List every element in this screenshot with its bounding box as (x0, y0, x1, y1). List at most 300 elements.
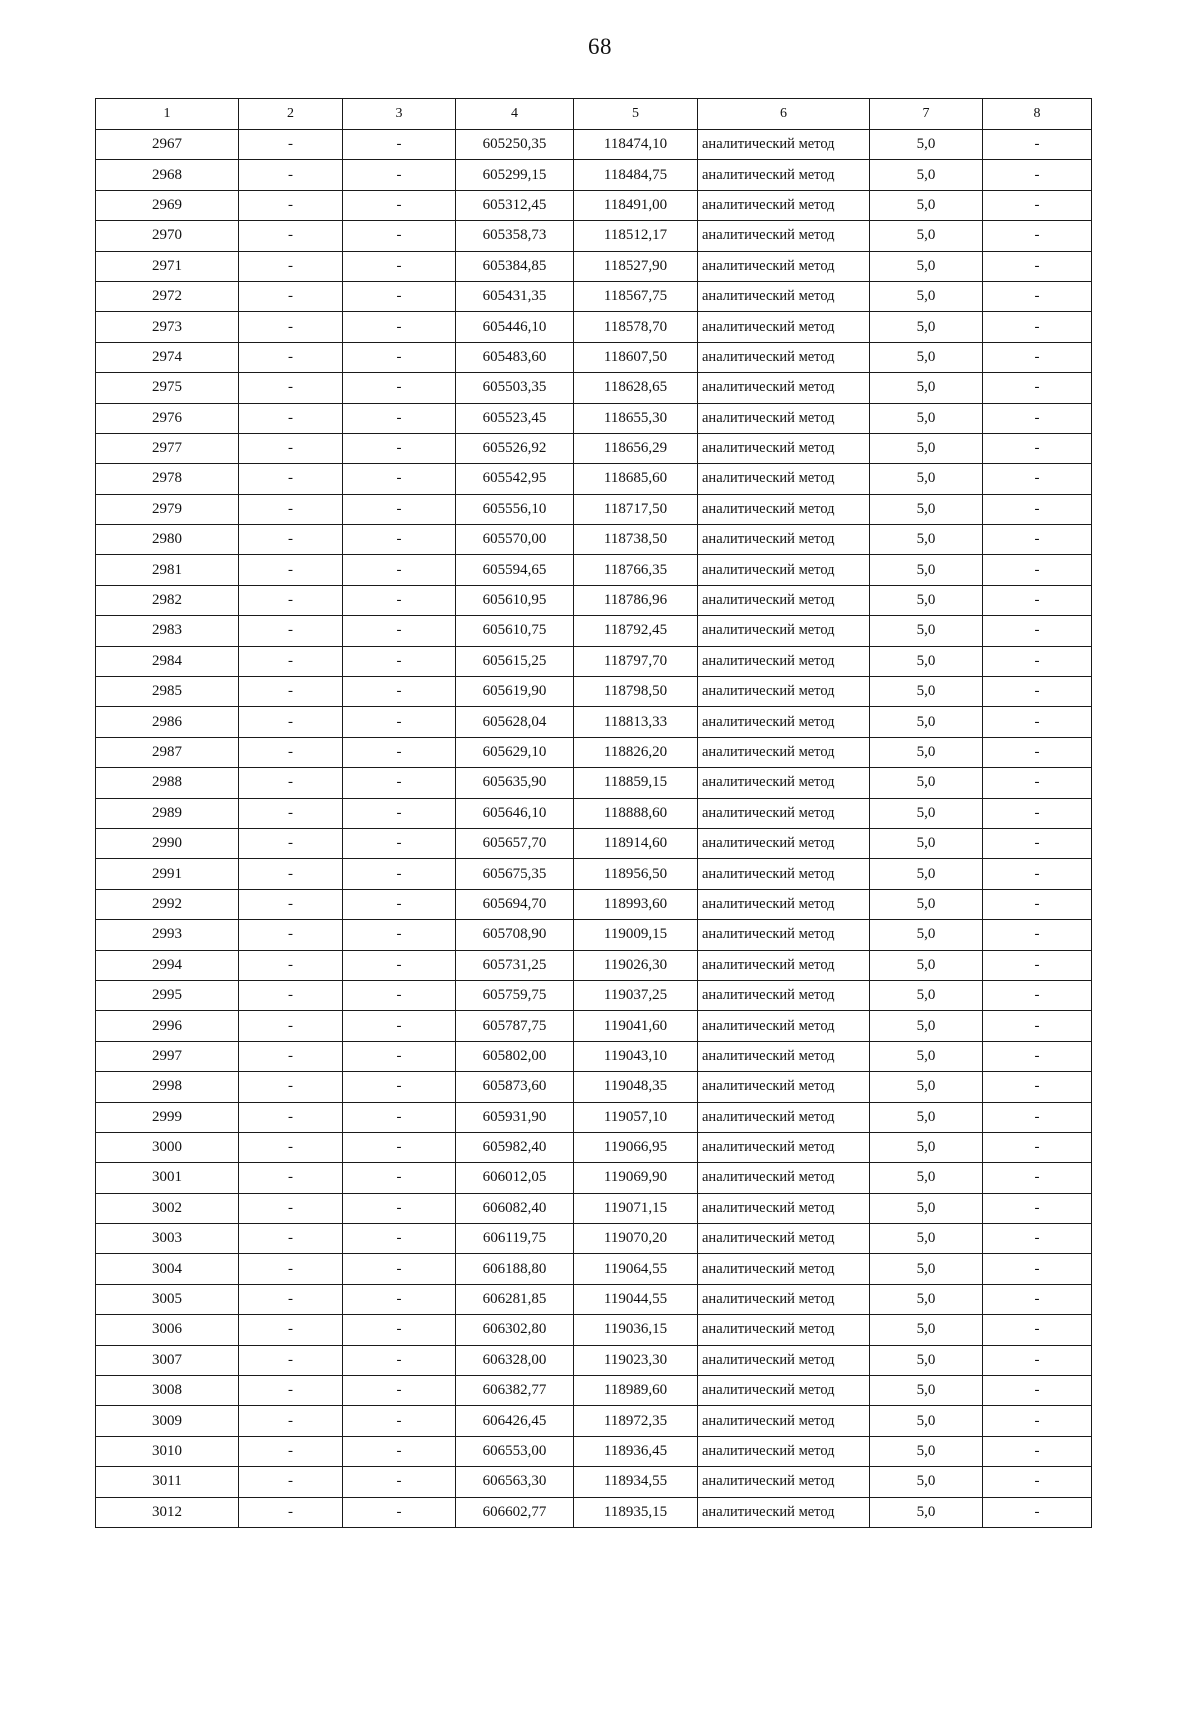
cell-col-8: - (983, 920, 1092, 950)
cell-coord-y: 118826,20 (574, 737, 698, 767)
cell-col-3: - (343, 1224, 456, 1254)
cell-point-number: 2991 (96, 859, 239, 889)
cell-accuracy: 5,0 (870, 251, 983, 281)
table-row (96, 859, 1092, 889)
cell-method: аналитический метод (698, 585, 870, 615)
table-row (96, 251, 1092, 281)
cell-coord-x: 606426,45 (456, 1406, 574, 1436)
cell-method: аналитический метод (698, 920, 870, 950)
cell-accuracy: 5,0 (870, 403, 983, 433)
cell-col-2: - (239, 1376, 343, 1406)
cell-accuracy: 5,0 (870, 1254, 983, 1284)
cell-col-2: - (239, 160, 343, 190)
cell-point-number: 2971 (96, 251, 239, 281)
cell-method: аналитический метод (698, 1345, 870, 1375)
cell-coord-y: 118792,45 (574, 616, 698, 646)
cell-col-3: - (343, 555, 456, 585)
column-header-4: 4 (456, 99, 574, 130)
cell-method: аналитический метод (698, 768, 870, 798)
cell-col-8: - (983, 251, 1092, 281)
table-row (96, 281, 1092, 311)
cell-coord-x: 605431,35 (456, 281, 574, 311)
cell-col-2: - (239, 1102, 343, 1132)
cell-col-3: - (343, 1376, 456, 1406)
cell-method: аналитический метод (698, 1436, 870, 1466)
cell-col-2: - (239, 1163, 343, 1193)
cell-col-8: - (983, 1497, 1092, 1527)
cell-method: аналитический метод (698, 403, 870, 433)
cell-col-3: - (343, 1072, 456, 1102)
cell-point-number: 2972 (96, 281, 239, 311)
cell-col-8: - (983, 525, 1092, 555)
cell-col-8: - (983, 433, 1092, 463)
cell-coord-x: 605503,35 (456, 373, 574, 403)
cell-coord-y: 119023,30 (574, 1345, 698, 1375)
cell-coord-y: 118738,50 (574, 525, 698, 555)
cell-accuracy: 5,0 (870, 585, 983, 615)
table-row (96, 889, 1092, 919)
cell-accuracy: 5,0 (870, 525, 983, 555)
cell-coord-y: 118798,50 (574, 677, 698, 707)
cell-method: аналитический метод (698, 798, 870, 828)
cell-method: аналитический метод (698, 1193, 870, 1223)
cell-col-2: - (239, 920, 343, 950)
cell-col-8: - (983, 342, 1092, 372)
cell-point-number: 2974 (96, 342, 239, 372)
cell-coord-y: 119009,15 (574, 920, 698, 950)
cell-coord-x: 605657,70 (456, 828, 574, 858)
cell-accuracy: 5,0 (870, 494, 983, 524)
cell-point-number: 3000 (96, 1132, 239, 1162)
cell-col-3: - (343, 403, 456, 433)
cell-col-3: - (343, 130, 456, 160)
cell-method: аналитический метод (698, 1284, 870, 1314)
cell-col-3: - (343, 828, 456, 858)
table-row (96, 1467, 1092, 1497)
cell-method: аналитический метод (698, 1254, 870, 1284)
cell-coord-y: 119070,20 (574, 1224, 698, 1254)
cell-coord-y: 118567,75 (574, 281, 698, 311)
table-row (96, 342, 1092, 372)
cell-point-number: 2996 (96, 1011, 239, 1041)
cell-coord-x: 605523,45 (456, 403, 574, 433)
cell-coord-y: 119064,55 (574, 1254, 698, 1284)
cell-method: аналитический метод (698, 1315, 870, 1345)
cell-coord-x: 605610,95 (456, 585, 574, 615)
table-row (96, 1406, 1092, 1436)
cell-method: аналитический метод (698, 190, 870, 220)
cell-col-3: - (343, 1254, 456, 1284)
table-row (96, 1193, 1092, 1223)
cell-coord-y: 119037,25 (574, 980, 698, 1010)
cell-col-2: - (239, 1132, 343, 1162)
cell-point-number: 3003 (96, 1224, 239, 1254)
cell-col-3: - (343, 494, 456, 524)
cell-col-8: - (983, 1345, 1092, 1375)
cell-coord-x: 605299,15 (456, 160, 574, 190)
cell-col-3: - (343, 221, 456, 251)
cell-col-3: - (343, 889, 456, 919)
cell-point-number: 2997 (96, 1041, 239, 1071)
cell-col-3: - (343, 1011, 456, 1041)
cell-col-3: - (343, 281, 456, 311)
cell-col-8: - (983, 950, 1092, 980)
cell-col-2: - (239, 281, 343, 311)
cell-method: аналитический метод (698, 1376, 870, 1406)
cell-col-8: - (983, 1041, 1092, 1071)
cell-coord-x: 605556,10 (456, 494, 574, 524)
cell-coord-y: 119043,10 (574, 1041, 698, 1071)
cell-point-number: 3008 (96, 1376, 239, 1406)
cell-col-2: - (239, 889, 343, 919)
cell-point-number: 2976 (96, 403, 239, 433)
cell-method: аналитический метод (698, 677, 870, 707)
cell-coord-x: 606188,80 (456, 1254, 574, 1284)
cell-col-2: - (239, 768, 343, 798)
cell-col-8: - (983, 1102, 1092, 1132)
cell-coord-x: 605615,25 (456, 646, 574, 676)
cell-coord-x: 605931,90 (456, 1102, 574, 1132)
cell-coord-y: 119066,95 (574, 1132, 698, 1162)
cell-col-3: - (343, 1467, 456, 1497)
cell-point-number: 2978 (96, 464, 239, 494)
cell-coord-y: 119036,15 (574, 1315, 698, 1345)
cell-coord-x: 605594,65 (456, 555, 574, 585)
cell-col-2: - (239, 1315, 343, 1345)
cell-accuracy: 5,0 (870, 1406, 983, 1436)
cell-col-3: - (343, 1132, 456, 1162)
table-row (96, 373, 1092, 403)
cell-point-number: 3012 (96, 1497, 239, 1527)
cell-col-3: - (343, 798, 456, 828)
cell-accuracy: 5,0 (870, 1224, 983, 1254)
cell-coord-y: 118786,96 (574, 585, 698, 615)
cell-coord-y: 118813,33 (574, 707, 698, 737)
cell-col-8: - (983, 1254, 1092, 1284)
cell-method: аналитический метод (698, 1072, 870, 1102)
cell-col-8: - (983, 190, 1092, 220)
cell-method: аналитический метод (698, 707, 870, 737)
cell-coord-y: 118956,50 (574, 859, 698, 889)
cell-col-8: - (983, 1406, 1092, 1436)
cell-method: аналитический метод (698, 980, 870, 1010)
cell-col-8: - (983, 1315, 1092, 1345)
cell-accuracy: 5,0 (870, 1011, 983, 1041)
cell-col-8: - (983, 737, 1092, 767)
cell-coord-y: 119057,10 (574, 1102, 698, 1132)
table-row (96, 433, 1092, 463)
table-row (96, 1254, 1092, 1284)
cell-col-2: - (239, 1436, 343, 1466)
table-row (96, 828, 1092, 858)
cell-method: аналитический метод (698, 160, 870, 190)
table-row (96, 1436, 1092, 1466)
cell-coord-x: 605628,04 (456, 707, 574, 737)
cell-method: аналитический метод (698, 251, 870, 281)
cell-coord-x: 605526,92 (456, 433, 574, 463)
cell-col-3: - (343, 1436, 456, 1466)
cell-coord-y: 118474,10 (574, 130, 698, 160)
cell-coord-y: 118491,00 (574, 190, 698, 220)
cell-point-number: 2973 (96, 312, 239, 342)
cell-coord-x: 605708,90 (456, 920, 574, 950)
cell-col-3: - (343, 160, 456, 190)
cell-point-number: 2986 (96, 707, 239, 737)
column-header-5: 5 (574, 99, 698, 130)
table-row (96, 798, 1092, 828)
cell-coord-x: 605873,60 (456, 1072, 574, 1102)
table-row (96, 525, 1092, 555)
cell-method: аналитический метод (698, 1224, 870, 1254)
cell-col-2: - (239, 585, 343, 615)
cell-method: аналитический метод (698, 1163, 870, 1193)
cell-coord-x: 605250,35 (456, 130, 574, 160)
cell-col-2: - (239, 433, 343, 463)
cell-col-8: - (983, 616, 1092, 646)
table-row (96, 1163, 1092, 1193)
cell-coord-x: 605646,10 (456, 798, 574, 828)
cell-accuracy: 5,0 (870, 677, 983, 707)
table-row (96, 585, 1092, 615)
cell-col-8: - (983, 1011, 1092, 1041)
table-row (96, 1132, 1092, 1162)
cell-method: аналитический метод (698, 281, 870, 311)
cell-coord-x: 605619,90 (456, 677, 574, 707)
table-row (96, 646, 1092, 676)
cell-accuracy: 5,0 (870, 281, 983, 311)
cell-col-8: - (983, 889, 1092, 919)
cell-col-2: - (239, 525, 343, 555)
cell-point-number: 3002 (96, 1193, 239, 1223)
cell-col-3: - (343, 616, 456, 646)
cell-col-2: - (239, 373, 343, 403)
cell-col-8: - (983, 1376, 1092, 1406)
cell-point-number: 2992 (96, 889, 239, 919)
cell-method: аналитический метод (698, 1467, 870, 1497)
table-row (96, 707, 1092, 737)
cell-point-number: 2969 (96, 190, 239, 220)
cell-col-3: - (343, 1284, 456, 1314)
cell-accuracy: 5,0 (870, 1345, 983, 1375)
table-row (96, 920, 1092, 950)
cell-point-number: 2985 (96, 677, 239, 707)
cell-coord-y: 118628,65 (574, 373, 698, 403)
table-row (96, 677, 1092, 707)
cell-coord-x: 605694,70 (456, 889, 574, 919)
cell-col-3: - (343, 707, 456, 737)
cell-coord-x: 606328,00 (456, 1345, 574, 1375)
cell-col-8: - (983, 980, 1092, 1010)
table-row (96, 494, 1092, 524)
cell-col-2: - (239, 1345, 343, 1375)
cell-coord-y: 118935,15 (574, 1497, 698, 1527)
cell-point-number: 3011 (96, 1467, 239, 1497)
cell-col-2: - (239, 1254, 343, 1284)
cell-col-3: - (343, 525, 456, 555)
cell-col-2: - (239, 1011, 343, 1041)
cell-col-2: - (239, 1497, 343, 1527)
column-header-7: 7 (870, 99, 983, 130)
cell-coord-x: 605384,85 (456, 251, 574, 281)
cell-point-number: 3001 (96, 1163, 239, 1193)
table-row (96, 160, 1092, 190)
cell-col-2: - (239, 1193, 343, 1223)
cell-method: аналитический метод (698, 616, 870, 646)
cell-col-3: - (343, 1497, 456, 1527)
table-row (96, 1102, 1092, 1132)
cell-col-2: - (239, 616, 343, 646)
cell-method: аналитический метод (698, 737, 870, 767)
cell-accuracy: 5,0 (870, 312, 983, 342)
cell-accuracy: 5,0 (870, 130, 983, 160)
cell-method: аналитический метод (698, 494, 870, 524)
cell-col-8: - (983, 798, 1092, 828)
cell-point-number: 2970 (96, 221, 239, 251)
cell-coord-y: 119044,55 (574, 1284, 698, 1314)
cell-accuracy: 5,0 (870, 920, 983, 950)
cell-col-2: - (239, 646, 343, 676)
cell-accuracy: 5,0 (870, 1193, 983, 1223)
cell-point-number: 3009 (96, 1406, 239, 1436)
table-row (96, 1345, 1092, 1375)
cell-col-2: - (239, 251, 343, 281)
cell-method: аналитический метод (698, 859, 870, 889)
cell-method: аналитический метод (698, 342, 870, 372)
cell-accuracy: 5,0 (870, 1497, 983, 1527)
cell-coord-y: 118914,60 (574, 828, 698, 858)
cell-col-3: - (343, 1041, 456, 1071)
table-row (96, 1072, 1092, 1102)
cell-col-8: - (983, 707, 1092, 737)
cell-col-2: - (239, 980, 343, 1010)
table-row (96, 130, 1092, 160)
cell-method: аналитический метод (698, 555, 870, 585)
cell-coord-y: 118717,50 (574, 494, 698, 524)
cell-point-number: 2998 (96, 1072, 239, 1102)
cell-coord-y: 119069,90 (574, 1163, 698, 1193)
cell-accuracy: 5,0 (870, 464, 983, 494)
cell-accuracy: 5,0 (870, 950, 983, 980)
cell-coord-x: 605542,95 (456, 464, 574, 494)
table-row (96, 190, 1092, 220)
cell-coord-x: 605312,45 (456, 190, 574, 220)
column-header-2: 2 (239, 99, 343, 130)
cell-point-number: 2983 (96, 616, 239, 646)
cell-col-8: - (983, 494, 1092, 524)
cell-col-8: - (983, 1224, 1092, 1254)
cell-point-number: 2981 (96, 555, 239, 585)
cell-method: аналитический метод (698, 525, 870, 555)
cell-col-3: - (343, 859, 456, 889)
cell-coord-y: 118993,60 (574, 889, 698, 919)
cell-col-8: - (983, 1072, 1092, 1102)
cell-method: аналитический метод (698, 1011, 870, 1041)
cell-coord-x: 606382,77 (456, 1376, 574, 1406)
cell-col-8: - (983, 221, 1092, 251)
cell-coord-y: 118527,90 (574, 251, 698, 281)
cell-accuracy: 5,0 (870, 1102, 983, 1132)
cell-col-8: - (983, 1193, 1092, 1223)
cell-col-8: - (983, 464, 1092, 494)
cell-accuracy: 5,0 (870, 1467, 983, 1497)
cell-col-3: - (343, 251, 456, 281)
cell-point-number: 2967 (96, 130, 239, 160)
cell-coord-y: 118797,70 (574, 646, 698, 676)
cell-col-3: - (343, 373, 456, 403)
cell-col-3: - (343, 1102, 456, 1132)
cell-point-number: 2999 (96, 1102, 239, 1132)
cell-accuracy: 5,0 (870, 1376, 983, 1406)
table-body (96, 130, 1092, 1528)
table-row (96, 1224, 1092, 1254)
cell-coord-y: 118936,45 (574, 1436, 698, 1466)
table-row (96, 1284, 1092, 1314)
cell-coord-y: 118766,35 (574, 555, 698, 585)
table-row (96, 737, 1092, 767)
column-header-3: 3 (343, 99, 456, 130)
cell-col-3: - (343, 585, 456, 615)
cell-accuracy: 5,0 (870, 221, 983, 251)
cell-col-3: - (343, 1193, 456, 1223)
cell-coord-x: 605787,75 (456, 1011, 574, 1041)
table-row (96, 616, 1092, 646)
column-header-8: 8 (983, 99, 1092, 130)
cell-coord-x: 605358,73 (456, 221, 574, 251)
cell-coord-x: 606082,40 (456, 1193, 574, 1223)
cell-coord-x: 606302,80 (456, 1315, 574, 1345)
cell-point-number: 2990 (96, 828, 239, 858)
cell-accuracy: 5,0 (870, 373, 983, 403)
cell-method: аналитический метод (698, 1406, 870, 1436)
cell-method: аналитический метод (698, 373, 870, 403)
cell-col-8: - (983, 1132, 1092, 1162)
cell-accuracy: 5,0 (870, 646, 983, 676)
cell-coord-y: 118655,30 (574, 403, 698, 433)
cell-coord-y: 118685,60 (574, 464, 698, 494)
cell-method: аналитический метод (698, 1102, 870, 1132)
cell-accuracy: 5,0 (870, 707, 983, 737)
cell-method: аналитический метод (698, 130, 870, 160)
cell-col-3: - (343, 768, 456, 798)
cell-accuracy: 5,0 (870, 1163, 983, 1193)
cell-col-2: - (239, 130, 343, 160)
cell-col-8: - (983, 281, 1092, 311)
cell-coord-y: 118656,29 (574, 433, 698, 463)
cell-col-8: - (983, 1436, 1092, 1466)
table-row (96, 403, 1092, 433)
table-row (96, 221, 1092, 251)
cell-coord-y: 118578,70 (574, 312, 698, 342)
cell-col-3: - (343, 433, 456, 463)
cell-point-number: 2988 (96, 768, 239, 798)
cell-col-2: - (239, 859, 343, 889)
cell-col-8: - (983, 373, 1092, 403)
cell-coord-x: 605731,25 (456, 950, 574, 980)
table-row (96, 1011, 1092, 1041)
cell-coord-x: 606012,05 (456, 1163, 574, 1193)
cell-method: аналитический метод (698, 1132, 870, 1162)
cell-coord-x: 606563,30 (456, 1467, 574, 1497)
cell-accuracy: 5,0 (870, 1072, 983, 1102)
cell-accuracy: 5,0 (870, 190, 983, 220)
cell-col-2: - (239, 494, 343, 524)
cell-col-2: - (239, 1041, 343, 1071)
cell-coord-y: 118934,55 (574, 1467, 698, 1497)
cell-accuracy: 5,0 (870, 980, 983, 1010)
cell-coord-y: 118888,60 (574, 798, 698, 828)
cell-col-8: - (983, 160, 1092, 190)
cell-coord-x: 605483,60 (456, 342, 574, 372)
